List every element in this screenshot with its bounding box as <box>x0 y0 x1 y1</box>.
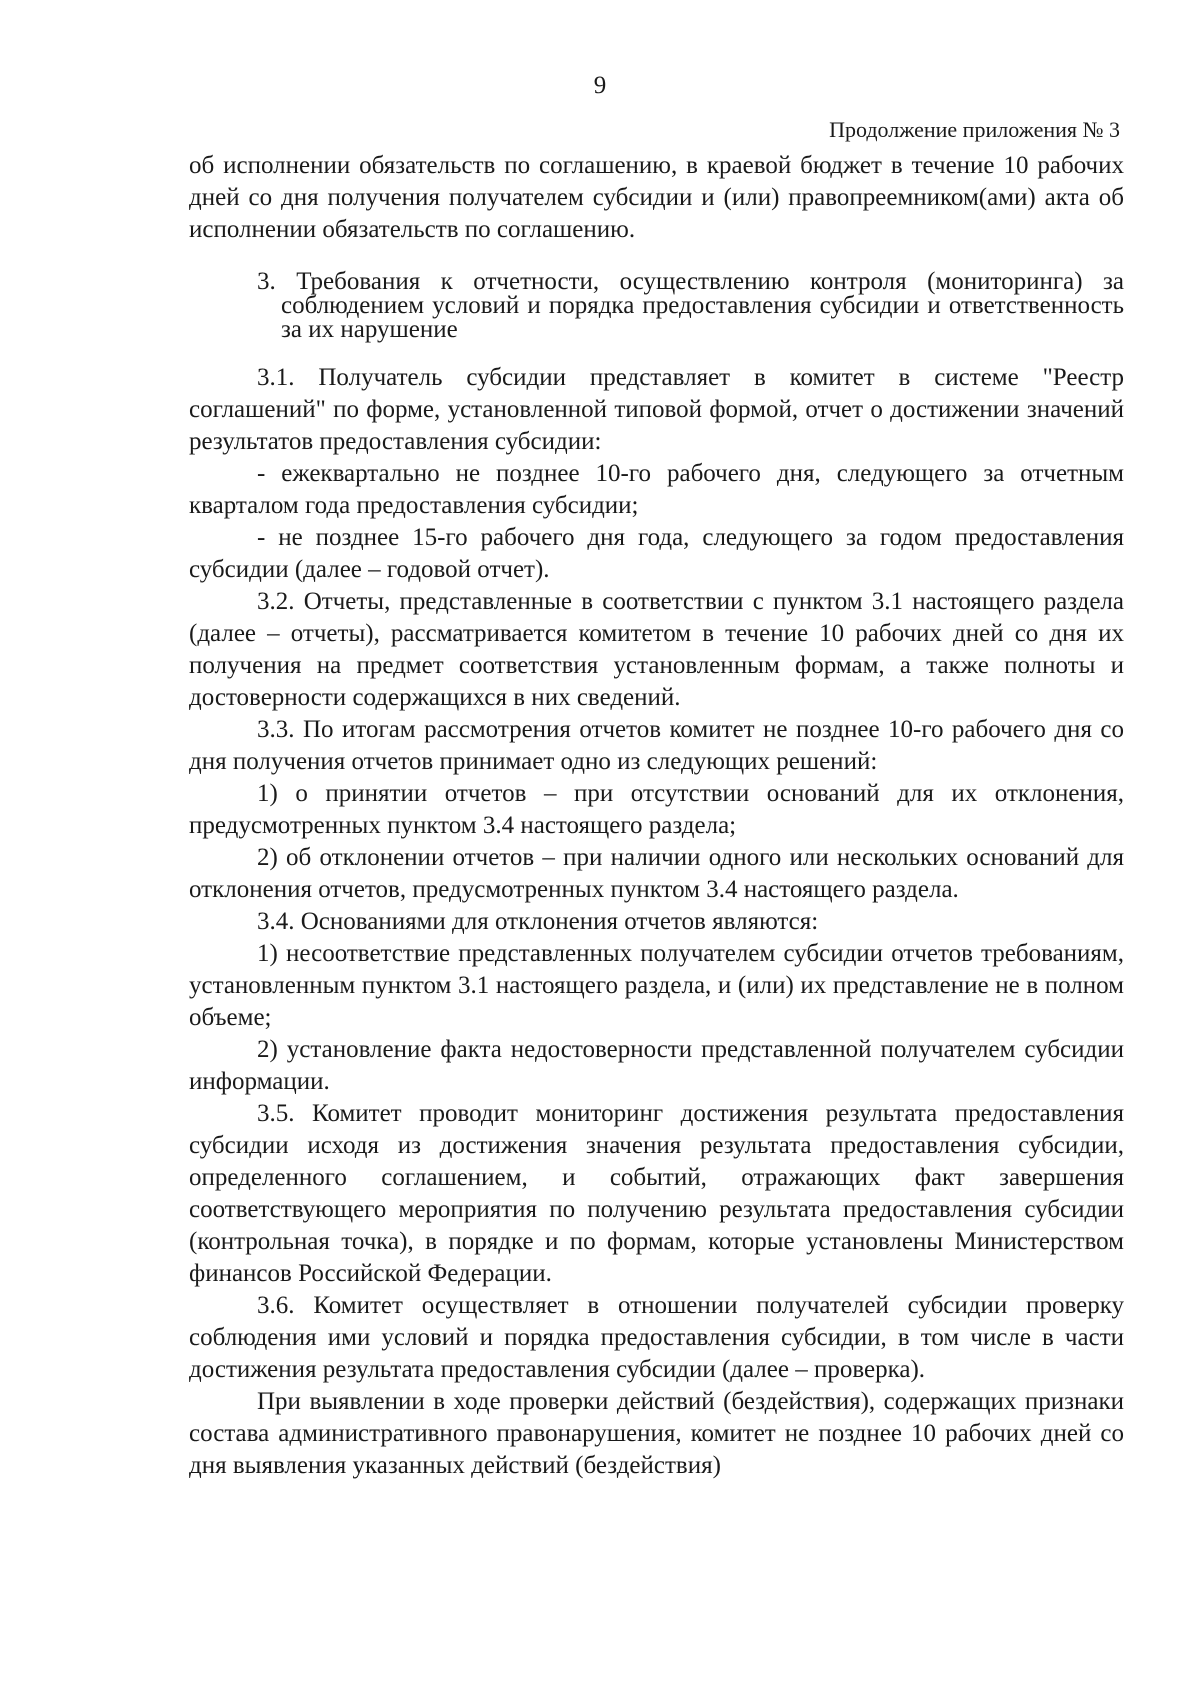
paragraph-3-1: 3.1. Получатель субсидии представляет в комитет в системе "Реестр соглашений" по форме, установленной типовой формой, отчет о достижении значений результатов предоставления субсидии: <box>189 364 1124 455</box>
document-body <box>189 150 1124 1482</box>
paragraph-3-6: 3.6. Комитет осуществляет в отношении получателей субсидии проверку соблюдения ими условий и порядка предоставления субсидии, в том числе в части достижения результата предоставления субсидии (далее – проверка). <box>189 1292 1124 1383</box>
section-heading-first-line: 3. Требования к отчетности, осуществлению контроля (мониторинга) за <box>257 268 1124 295</box>
list-item-annual: - не позднее 15-го рабочего дня года, следующего за годом предоставления субсидии (далее – годовой отчет). <box>189 524 1124 583</box>
intro-paragraph: об исполнении обязательств по соглашению, в краевой бюджет в течение 10 рабочих дней со дня получения получателем субсидии и (или) правопреемником(ами) акта об исполнении обязательств по соглашению. <box>189 152 1124 243</box>
list-item-acceptance: 1) о принятии отчетов – при отсутствии оснований для их отклонения, предусмотренных пунктом 3.4 настоящего раздела; <box>189 780 1124 839</box>
page-number: 9 <box>593 72 607 99</box>
paragraph-3-4: 3.4. Основаниями для отклонения отчетов являются: <box>257 908 819 935</box>
paragraph-3-2: 3.2. Отчеты, представленные в соответствии с пунктом 3.1 настоящего раздела (далее – отчеты), рассматривается комитетом в течение 10 рабочих дней со дня их получения на предмет соответствия установленным формам, а также полноты и достоверности содержащихся в них сведений. <box>189 588 1124 711</box>
paragraph-3-5: 3.5. Комитет проводит мониторинг достижения результата предоставления субсидии исходя из достижения значения результата предоставления субсидии, определенного соглашением, и событий, отражающих факт завершения соответствующего мероприятия по получению результата предоставления субсидии (контрольная точка), в порядке и по формам, которые установлены Министерством финансов Российской Федерации. <box>189 1100 1124 1287</box>
list-item-nonconformity: 1) несоответствие представленных получателем субсидии отчетов требованиям, установленным пунктом 3.1 настоящего раздела, и (или) их представление не в полном объеме; <box>189 940 1124 1031</box>
list-item-rejection: 2) об отклонении отчетов – при наличии одного или нескольких оснований для отклонения отчетов, предусмотренных пунктом 3.4 настоящего раздела. <box>189 844 1124 903</box>
paragraph-3-3: 3.3. По итогам рассмотрения отчетов комитет не позднее 10-го рабочего дня со дня получения отчетов принимает одно из следующих решений: <box>189 716 1124 775</box>
list-item-quarterly: - ежеквартально не позднее 10-го рабочего дня, следующего за отчетным кварталом года предоставления субсидии; <box>189 460 1124 519</box>
section-heading-continuation: соблюдением условий и порядка предоставления субсидии и ответственность за их нарушение <box>281 292 1124 343</box>
annex-continuation-note: Продолжение приложения № 3 <box>829 117 1120 142</box>
section-heading <box>189 270 1124 342</box>
paragraph-violations: При выявлении в ходе проверки действий (бездействия), содержащих признаки состава административного правонарушения, комитет не позднее 10 рабочих дней со дня выявления указанных действий (бездействия) <box>189 1388 1124 1479</box>
list-item-inaccuracy: 2) установление факта недостоверности представленной получателем субсидии информации. <box>189 1036 1124 1095</box>
